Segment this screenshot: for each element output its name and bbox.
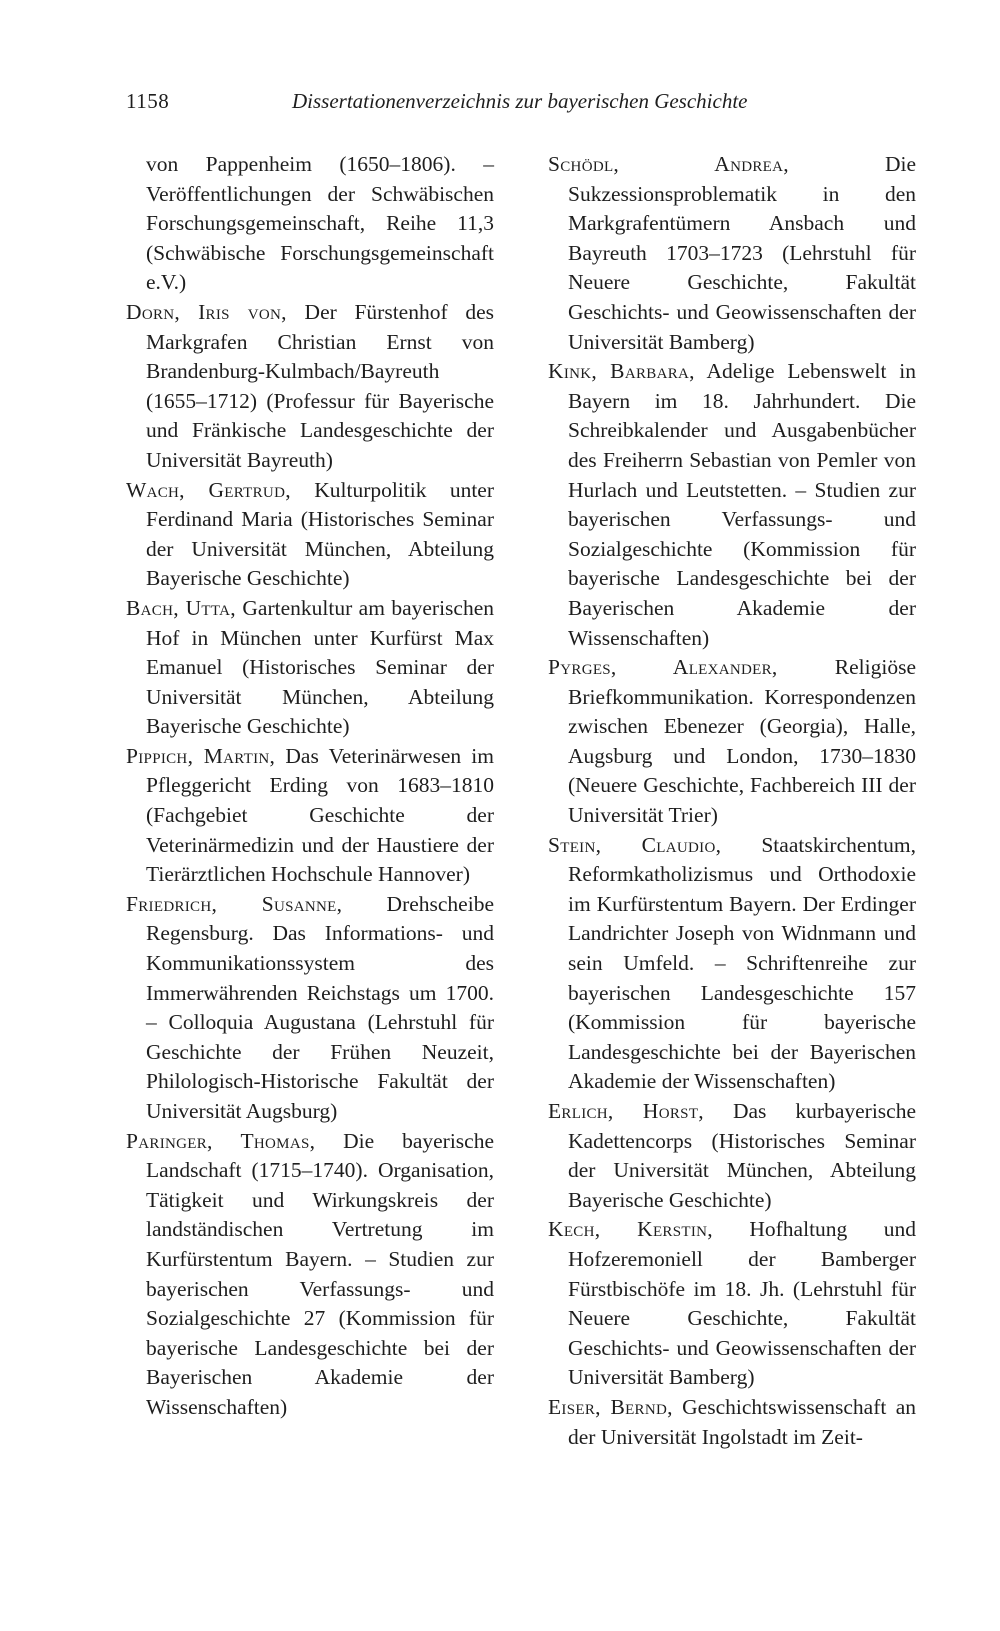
- entry-author: Kech, Kerstin,: [548, 1217, 713, 1242]
- entry-author: Friedrich, Susanne,: [126, 891, 343, 916]
- entry-author: Eiser, Bernd,: [548, 1394, 673, 1419]
- bibliography-entry: [126, 890, 494, 1127]
- entry-text: Drehscheibe Regensburg. Das Informations- und Kommunikationssystem des Immerwährenden Reichstags um 1700. – Colloquia Augustana (Lehrstuhl für Geschichte der Frühen Neuzeit, Philologisch-Historische Fakultät der Universität Augsburg): [146, 891, 494, 1123]
- entry-author: Kink, Barbara,: [548, 359, 695, 384]
- bibliography-entry: [548, 1393, 916, 1452]
- entry-text: Der Fürstenhof des Markgrafen Christian Ernst von Brandenburg-Kulmbach/Bayreuth (1655–1712) (Professur für Bayerische und Fränkische Landesgeschichte der Universität Bayreuth): [146, 299, 494, 472]
- entry-text: Die Sukzessionsproblematik in den Markgrafentümern Ansbach und Bayreuth 1703–1723 (Lehrstuhl für Neuere Geschichte, Fakultät Geschichts- und Geowissenschaften der Universität Bamberg): [568, 152, 916, 354]
- running-title: Dissertationenverzeichnis zur bayerischen Geschichte: [292, 89, 748, 113]
- left-column: [126, 150, 494, 1423]
- entry-author: Schödl, Andrea,: [548, 152, 789, 176]
- entry-author: Erlich, Horst,: [548, 1099, 704, 1123]
- bibliography-entry: [126, 742, 494, 890]
- bibliography-entry: [548, 831, 916, 1097]
- bibliography-entry: [126, 594, 494, 742]
- bibliography-entry: [126, 476, 494, 594]
- bibliography-entry: [126, 1127, 494, 1423]
- bibliography-entry: [548, 357, 916, 653]
- entry-text: Kulturpolitik unter Ferdinand Maria (Historisches Seminar der Universität München, Abteilung Bayerische Geschichte): [146, 477, 495, 591]
- entry-author: Bach, Utta,: [126, 595, 236, 620]
- entry-text: Das Veterinärwesen im Pfleggericht Erding von 1683–1810 (Fachgebiet Geschichte der Veterinärmedizin und der Haustiere der Tierärztlichen Hochschule Hannover): [146, 743, 494, 887]
- entry-author: Paringer, Thomas,: [126, 1128, 316, 1153]
- bibliography-entry: [126, 298, 494, 476]
- entry-text: Die bayerische Landschaft (1715–1740). Organisation, Tätigkeit und Wirkungskreis der landständischen Vertretung im Kurfürstentum Bayern. – Studien zur bayerischen Verfassungs- und Sozialgeschichte 27 (Kommission für bayerische Landesgeschichte bei der Bayerischen Akademie der Wissenschaften): [146, 1128, 494, 1419]
- entry-text: Geschichtswissenschaft an der Universität Ingolstadt im Zeit-: [568, 1394, 916, 1449]
- continuation-text: von Pappenheim (1650–1806). – Veröffentlichungen der Schwäbischen Forschungsgemeinschaft, Reihe 11,3 (Schwäbische Forschungsgemeinschaft e.V.): [146, 152, 494, 295]
- entry-text: Das kurbayerische Kadettencorps (Historisches Seminar der Universität München, Abteilung Bayerische Geschichte): [568, 1099, 917, 1212]
- bibliography-entry: [548, 1215, 916, 1393]
- entry-author: Wach, Gertrud,: [126, 477, 291, 502]
- right-column: [548, 150, 916, 1452]
- entry-author: Pyrges, Alexander,: [548, 655, 778, 680]
- entry-text: Staatskirchentum, Reformkatholizismus und Orthodoxie im Kurfürstentum Bayern. Der Erdinger Landrichter Joseph von Widnmann und sein Umfeld. – Schriftenreihe zur bayerischen Landesgeschichte 157 (Kommission für bayerische Landesgeschichte bei der Bayerischen Akademie der Wissenschaften): [568, 832, 916, 1094]
- entry-author: Pippich, Martin,: [126, 743, 276, 768]
- bibliography-entry: [548, 1097, 916, 1215]
- entry-text: Adelige Lebenswelt in Bayern im 18. Jahrhundert. Die Schreibkalender und Ausgabenbücher des Freiherrn Sebastian von Pemler von Hurlach und Leutstetten. – Studien zur bayerischen Verfassungs- und Sozialgeschichte (Kommission für bayerische Landesgeschichte bei der Bayerischen Akademie der Wissenschaften): [568, 359, 916, 650]
- bibliography-entry: [548, 653, 916, 831]
- entry-text: Hofhaltung und Hofzeremoniell der Bamberger Fürstbischöfe im 18. Jh. (Lehrstuhl für Neuere Geschichte, Fakultät Geschichts- und Geowissenschaften der Universität Bamberg): [568, 1217, 916, 1390]
- page-number: 1158: [126, 89, 170, 113]
- bibliography-entry: [548, 150, 916, 357]
- entry-author: Dorn, Iris von,: [126, 299, 287, 324]
- entry-text: Gartenkultur am bayerischen Hof in München unter Kurfürst Max Emanuel (Historisches Seminar der Universität München, Abteilung Bayerische Geschichte): [146, 595, 495, 739]
- entry-author: Stein, Claudio,: [548, 832, 722, 857]
- entry-text: Religiöse Briefkommunikation. Korrespondenzen zwischen Ebenezer (Georgia), Halle, Augsburg und London, 1730–1830 (Neuere Geschichte, Fachbereich III der Universität Trier): [568, 655, 916, 828]
